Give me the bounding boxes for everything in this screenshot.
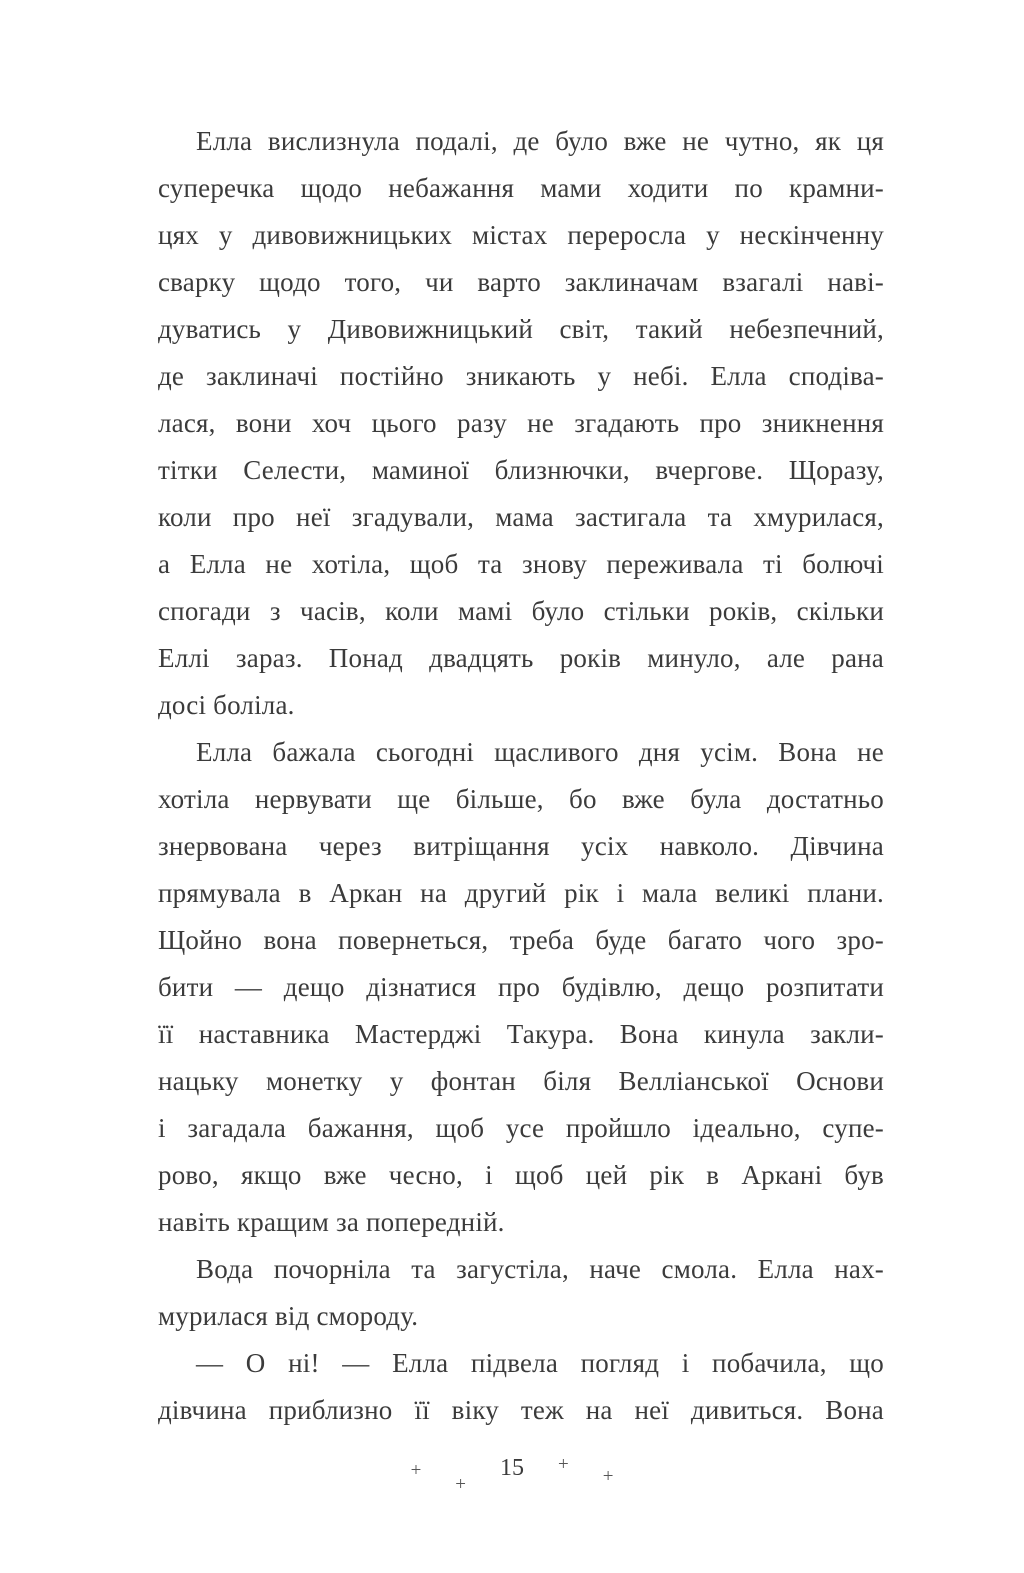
text-line: Вода почорніла та загустіла, наче смола. Елла нах- (196, 1254, 884, 1284)
text-line: а Елла не хотіла, щоб та знову переживала ті болючі (158, 549, 884, 579)
text-line: тітки Селести, маминої близнючки, вчергове. Щоразу, (158, 455, 884, 485)
plus-ornament-icon: + (410, 1460, 422, 1481)
text-line: рово, якщо вже чесно, і щоб цей рік в Аркані був (158, 1160, 884, 1190)
text-line: спогади з часів, коли мамі було стільки років, скільки (158, 596, 884, 626)
text-line: Щойно вона повернеться, треба буде багато чого зро- (158, 925, 884, 955)
text-line: сварку щодо того, чи варто заклиначам взагалі наві- (158, 267, 884, 297)
paragraph (158, 729, 884, 1246)
text-line: дівчина приблизно її віку теж на неї дивиться. Вона (158, 1395, 884, 1425)
text-line: хотіла нервувати ще більше, бо вже була достатньо (158, 784, 884, 814)
text-line: Елла бажала сьогодні щасливого дня усім. Вона не (196, 737, 884, 767)
text-line: прямувала в Аркан на другий рік і мала великі плани. (158, 878, 884, 908)
paragraph (158, 118, 884, 729)
page-text (158, 118, 884, 1434)
text-line: Елла вислизнула подалі, де було вже не чутно, як ця (196, 126, 884, 156)
paragraph (158, 1246, 884, 1340)
text-line: бити — дещо дізнатися про будівлю, дещо розпитати (158, 972, 884, 1002)
text-line: мурилася від смороду. (158, 1301, 419, 1331)
text-line: навіть кращим за попередній. (158, 1207, 505, 1237)
text-line: суперечка щодо небажання мами ходити по крамни- (158, 173, 884, 203)
text-line: дуватись у Дивовижницький світ, такий небезпечний, (158, 314, 884, 344)
text-line: її наставника Мастерджі Такура. Вона кинула закли- (158, 1019, 884, 1049)
paragraph (158, 1340, 884, 1434)
text-line: Еллі зараз. Понад двадцять років минуло, але рана (158, 643, 884, 673)
page-footer (0, 1454, 1024, 1495)
text-line: коли про неї згадували, мама застигала та хмурилася, (158, 502, 884, 532)
text-line: знервована через витріщання усіх навколо. Дівчина (158, 831, 884, 861)
text-line: де заклиначі постійно зникають у небі. Елла сподіва- (158, 361, 884, 391)
page-number: 15 (500, 1455, 524, 1481)
text-line: нацьку монетку у фонтан біля Велліанської Основи (158, 1066, 884, 1096)
text-line: — О ні! — Елла підвела погляд і побачила, що (196, 1348, 884, 1378)
text-line: досі боліла. (158, 690, 295, 720)
text-line: лася, вони хоч цього разу не згадають про зникнення (158, 408, 884, 438)
plus-ornament-icon: + (558, 1454, 569, 1475)
text-line: цях у дивовижницьких містах переросла у нескінченну (158, 220, 884, 250)
plus-ornament-icon: + (455, 1474, 466, 1495)
plus-ornament-icon: + (602, 1466, 614, 1487)
text-line: і загадала бажання, щоб усе пройшло ідеально, супе- (158, 1113, 884, 1143)
